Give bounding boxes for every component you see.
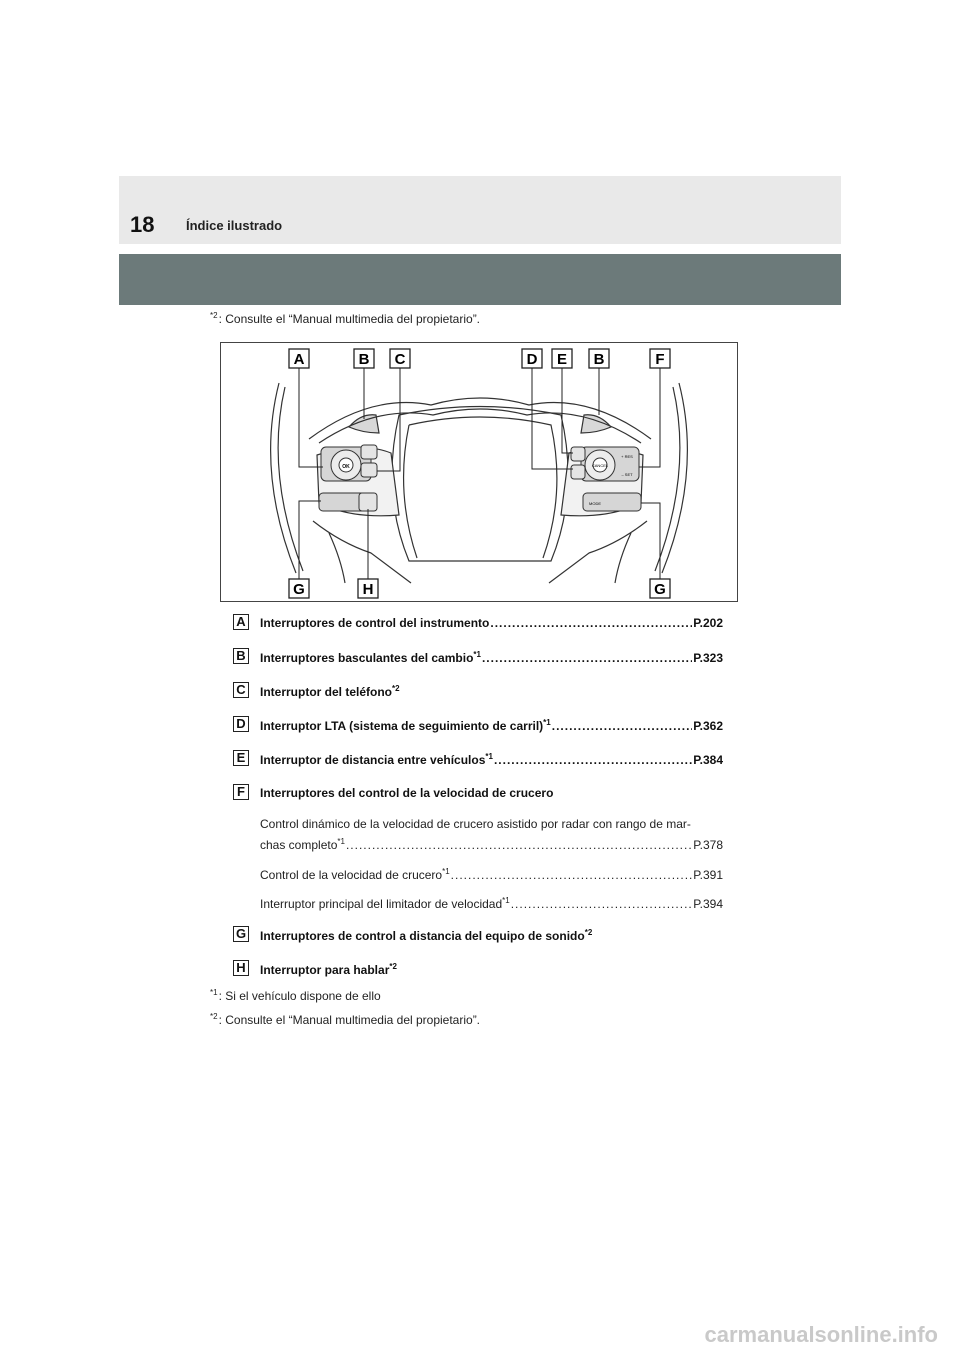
letter-box: E bbox=[233, 750, 249, 766]
svg-text:G: G bbox=[654, 581, 666, 598]
f-subitem-1-line1: Control dinámico de la velocidad de crucero asistido por radar con rango de mar- bbox=[260, 817, 691, 831]
page-ref[interactable]: P.394 bbox=[693, 897, 723, 911]
f-subitem-1-line2: chas completo$^{*1}$ ..... P.378 bbox=[260, 837, 723, 852]
svg-text:E: E bbox=[556, 351, 568, 368]
svg-text:F: F bbox=[655, 351, 665, 368]
f-subitem-2: Control de la velocidad de crucero$^{*1}$ ..... P.391 bbox=[260, 867, 723, 882]
header-band bbox=[119, 176, 841, 244]
footnote-2: $^{*2}$: Consulte el “Manual multimedia del propietario”. bbox=[210, 1012, 481, 1027]
letter-box: G bbox=[233, 926, 249, 942]
svg-text:D: D bbox=[526, 351, 538, 368]
letter-box: D bbox=[233, 716, 249, 732]
page-ref[interactable]: P.202 bbox=[693, 616, 723, 630]
page-ref[interactable]: P.362 bbox=[693, 719, 723, 733]
letter-box: F bbox=[233, 784, 249, 800]
page-number: 18 bbox=[130, 212, 155, 237]
legend-item-h: H Interruptor para hablar$^{*2}$ bbox=[233, 960, 723, 980]
title-bar bbox=[119, 254, 841, 305]
svg-text:C: C bbox=[394, 351, 406, 368]
legend-item-b: B Interruptores basculantes del cambio$^{*1}$ ..... P.323 bbox=[233, 648, 723, 668]
svg-text:CANCEL: CANCEL bbox=[591, 463, 609, 468]
legend-item-f: F Interruptores del control de la velocidad de crucero bbox=[233, 784, 723, 804]
footer-logo: carmanualsonline.info bbox=[704, 1322, 938, 1347]
legend-item-g: G Interruptores de control a distancia del equipo de sonido$^{*2}$ bbox=[233, 926, 723, 946]
footnote-1: $^{*1}$: Si el vehículo dispone de ello bbox=[210, 988, 381, 1003]
top-note: $^{*2}$: Consulte el “Manual multimedia del propietario”. bbox=[210, 311, 481, 326]
svg-text:OK: OK bbox=[342, 464, 350, 470]
section-title: Índice ilustrado bbox=[186, 218, 283, 233]
svg-text:B: B bbox=[358, 351, 370, 368]
page-ref[interactable]: P.323 bbox=[693, 651, 723, 665]
steering-wheel-illustration bbox=[221, 343, 739, 603]
letter-box: H bbox=[233, 960, 249, 976]
svg-text:MODE: MODE bbox=[589, 501, 601, 506]
svg-text:A: A bbox=[293, 351, 305, 368]
legend-item-a: A Interruptores de control del instrumento ..... P.202 bbox=[233, 614, 723, 634]
page-ref[interactable]: P.384 bbox=[693, 753, 723, 767]
svg-text:H: H bbox=[362, 581, 374, 598]
svg-text:B: B bbox=[593, 351, 605, 368]
page-ref[interactable]: P.391 bbox=[693, 868, 723, 882]
svg-text:+ RES: + RES bbox=[621, 454, 633, 459]
letter-box: B bbox=[233, 648, 249, 664]
letter-box: C bbox=[233, 682, 249, 698]
steering-wheel-figure bbox=[220, 342, 738, 602]
legend-item-c: C Interruptor del teléfono$^{*2}$ bbox=[233, 682, 723, 702]
legend-item-e: E Interruptor de distancia entre vehículos$^{*1}$ ..... P.384 bbox=[233, 750, 723, 770]
svg-text:G: G bbox=[293, 581, 305, 598]
legend-item-d: D Interruptor LTA (sistema de seguimiento de carril)$^{*1}$ ..... P.362 bbox=[233, 716, 723, 736]
letter-box: A bbox=[233, 614, 249, 630]
f-subitem-3: Interruptor principal del limitador de velocidad$^{*1}$ ..... P.394 bbox=[260, 896, 723, 911]
page-ref[interactable]: P.378 bbox=[693, 838, 723, 852]
svg-text:– SET: – SET bbox=[621, 472, 633, 477]
